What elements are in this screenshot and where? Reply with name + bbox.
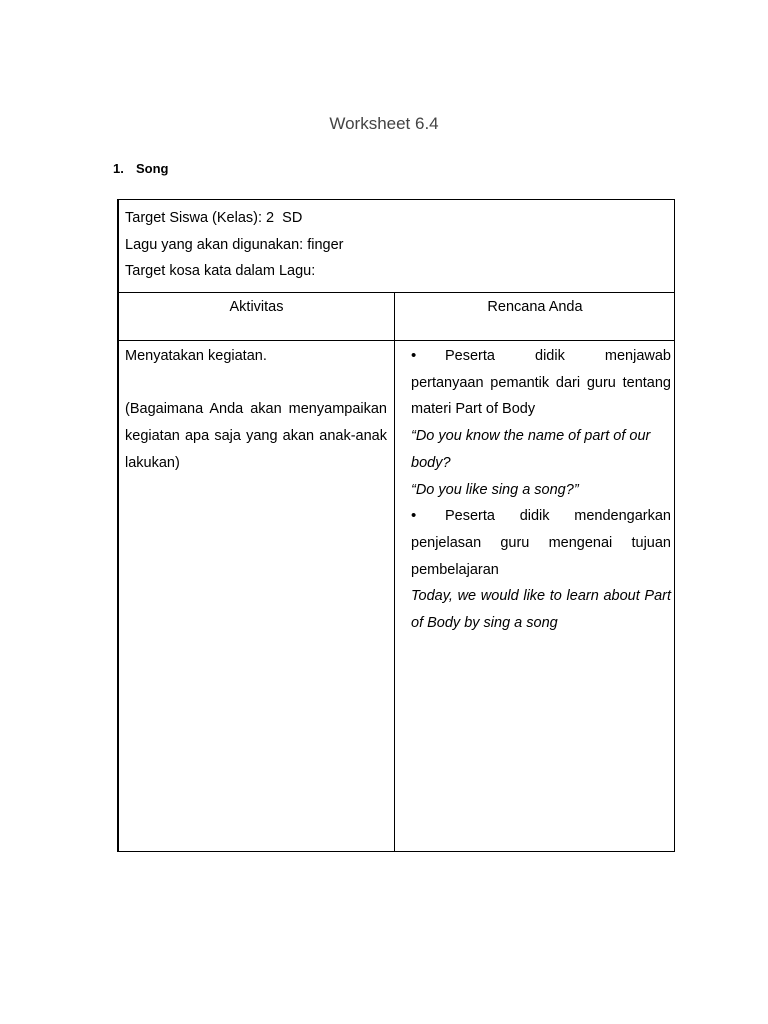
activity-note: (Bagaimana Anda akan menyampaikan kegiatan apa saja yang akan anak-anak lakukan) [125, 401, 387, 471]
plan-point-2-text: Peserta didik mendengarkan penjelasan guru mengenai tujuan pembelajaran [411, 508, 671, 578]
plan-quote-2: “Do you like sing a song?” [411, 481, 579, 498]
kosa-kata-line: Target kosa kata dalam Lagu: [125, 263, 316, 280]
header-rencana: Rencana Anda [487, 299, 583, 315]
plan-point-2 [411, 503, 671, 583]
lagu-line: Lagu yang akan digunakan: finger [125, 236, 344, 253]
plan-statement: Today, we would like to learn about Part of Body by sing a song [411, 588, 671, 632]
info-cell [119, 200, 674, 293]
target-siswa-line: Target Siswa (Kelas): 2 SD [125, 210, 303, 226]
header-aktivitas: Aktivitas [229, 299, 284, 315]
aktivitas-cell [125, 343, 387, 477]
activity-text: Menyatakan kegiatan. [125, 348, 267, 364]
worksheet-title: Worksheet 6.4 [329, 114, 439, 133]
bullet-icon: • [411, 347, 417, 364]
section-number: 1. [113, 161, 124, 176]
plan-point-1 [411, 343, 671, 423]
table-header-row [119, 293, 674, 341]
section-heading [113, 161, 169, 176]
rencana-cell [411, 343, 671, 637]
worksheet-table [117, 199, 675, 852]
bullet-icon: • [411, 507, 417, 525]
plan-point-1-text: Peserta didik menjawab pertanyaan pemantik dari guru tentang materi Part of Body [411, 348, 671, 418]
section-title: Song [136, 161, 169, 176]
column-divider [394, 293, 395, 851]
spacer [125, 370, 387, 397]
plan-quote-1: “Do you know the name of part of our body? [411, 428, 651, 471]
